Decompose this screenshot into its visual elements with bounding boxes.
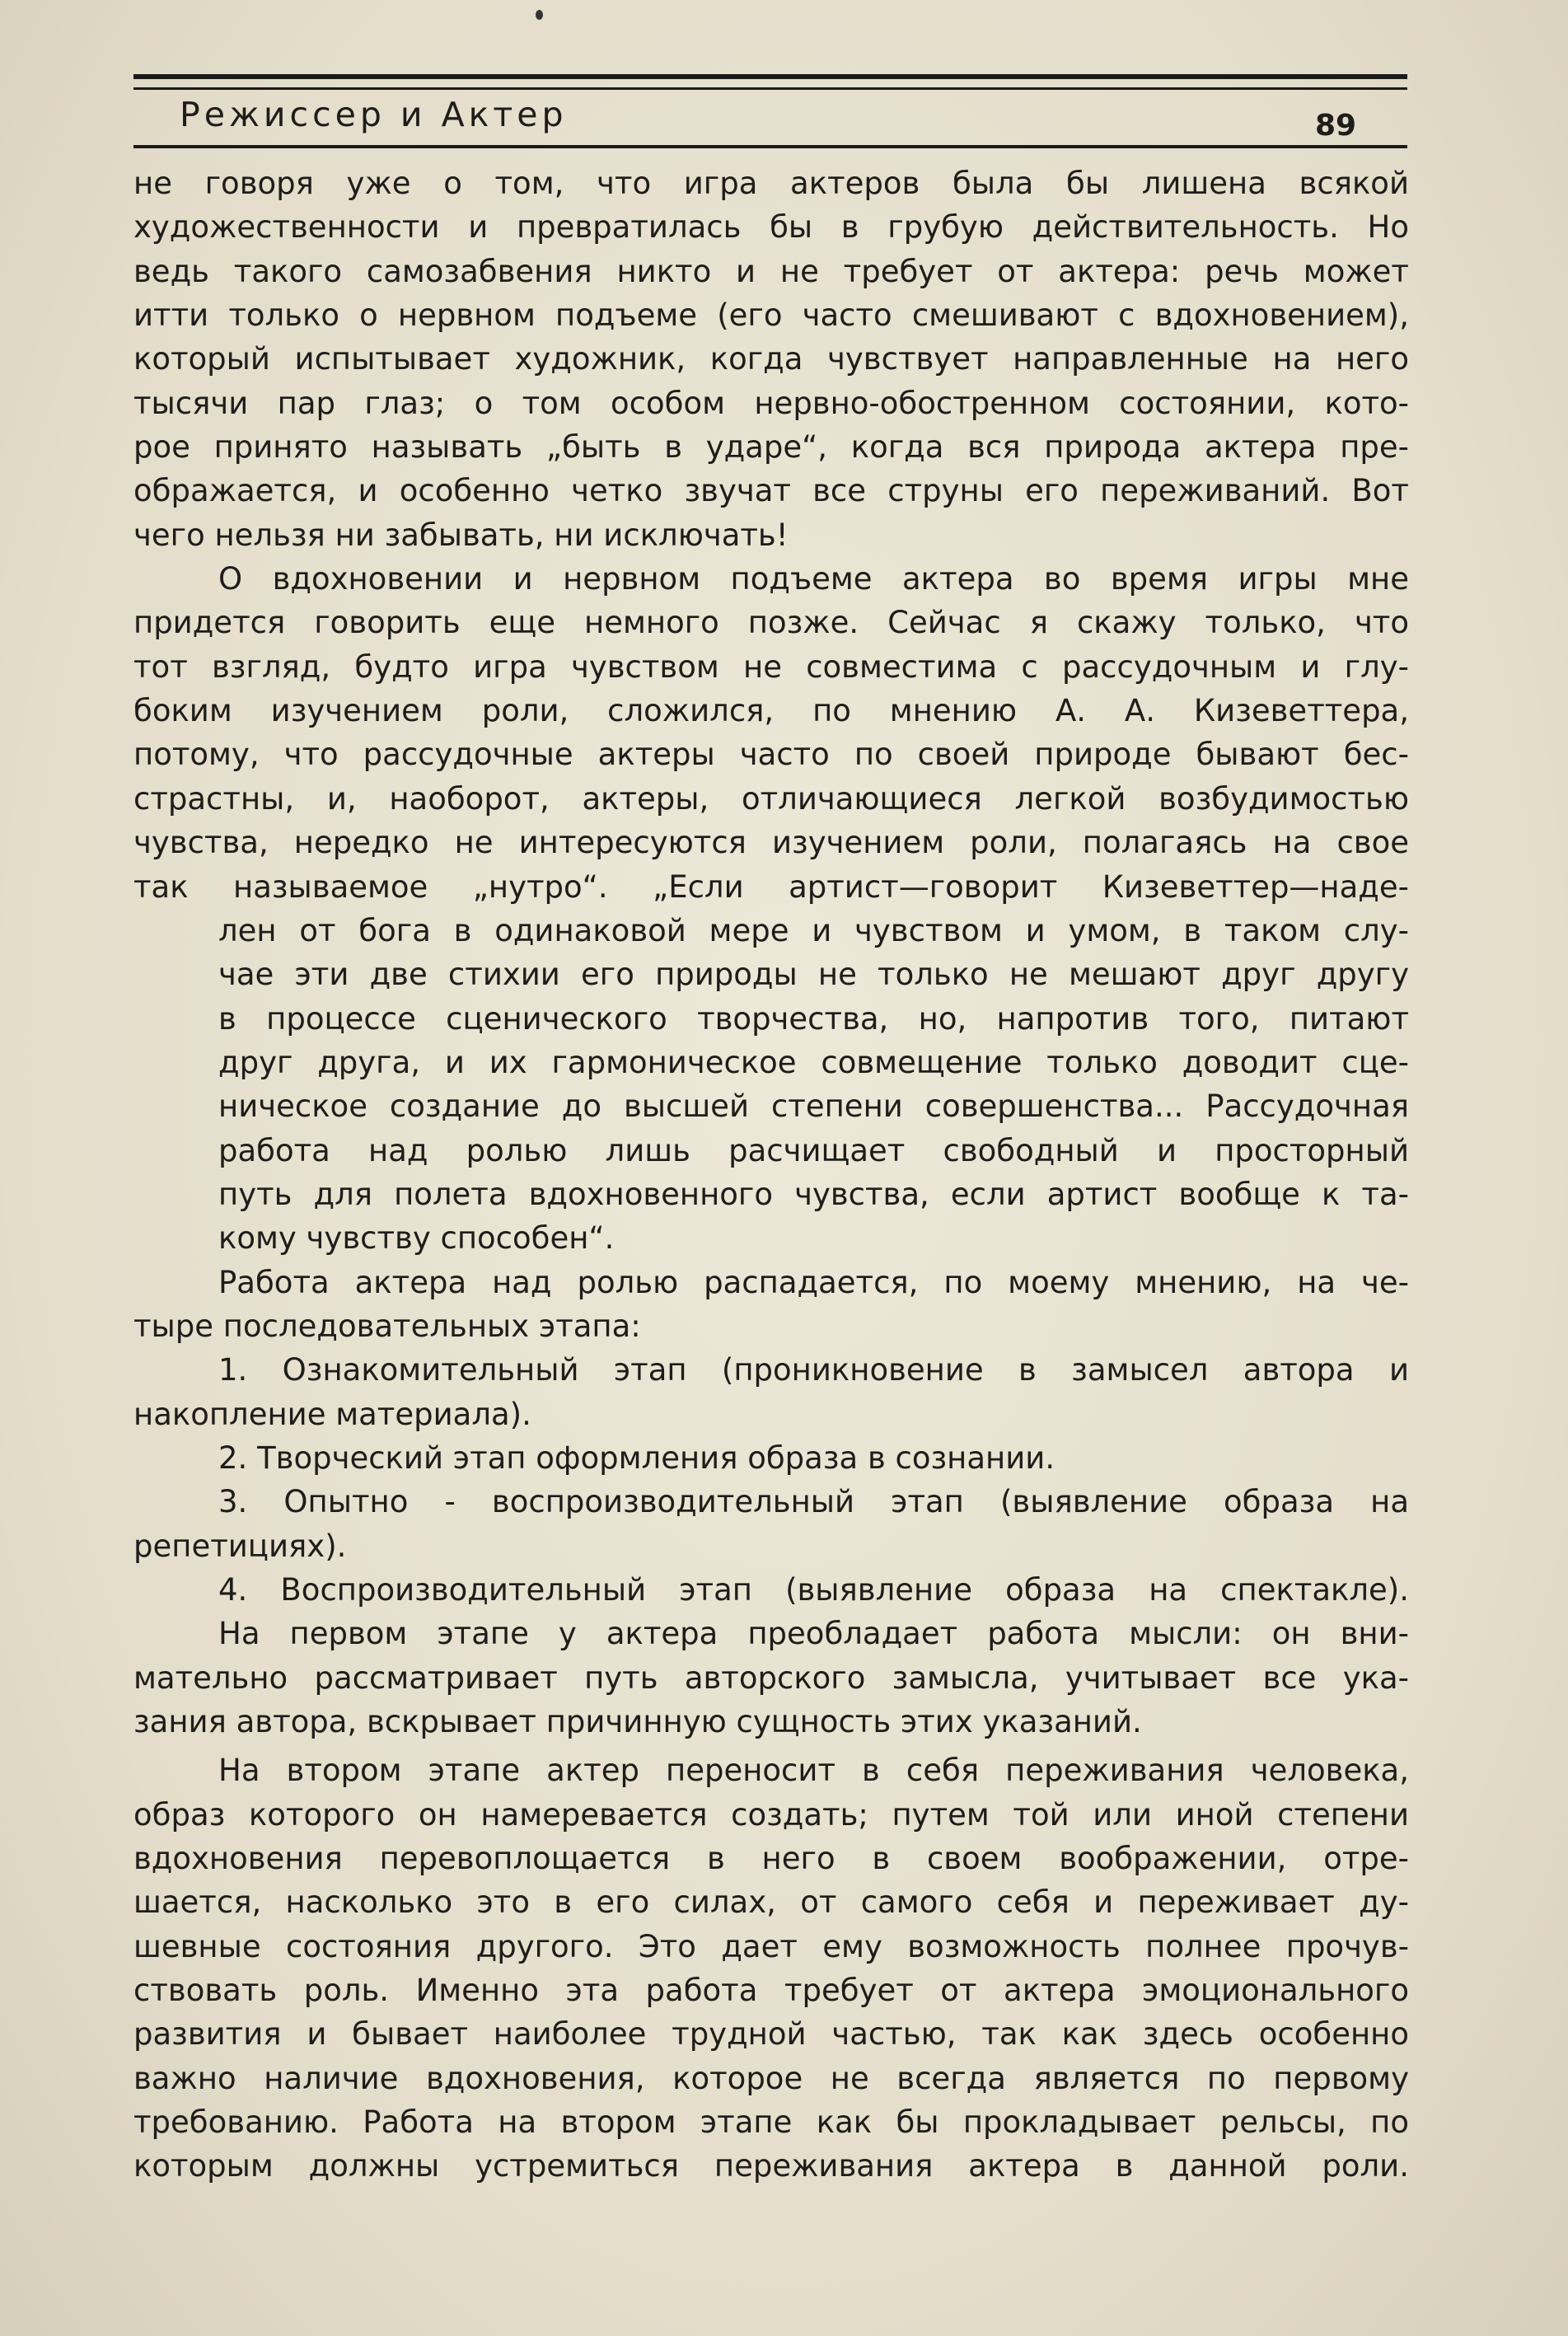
text-line: развития и бывает наиболее трудной частью, так как здесь особенно (133, 2016, 1409, 2053)
text-line: зания автора, вскрывает причинную сущность этих указаний. (133, 1704, 1142, 1740)
page-number: 89 (1315, 109, 1357, 143)
text-line: итти только о нервном подъеме (его часто смешивают с вдохновением), (133, 297, 1409, 334)
text-line: не говоря уже о том, что игра актеров была бы лишена всякой (133, 166, 1409, 201)
text-line: репетициях). (133, 1528, 347, 1564)
text-line: На втором этапе актер переносит в себя переживания человека, (218, 1753, 1409, 1789)
text-line: чего нельзя ни забывать, ни исключать! (133, 517, 789, 553)
header-rule-bottom (133, 145, 1407, 148)
text-line: вдохновения перевоплощается в него в своем воображении, отре- (133, 1841, 1409, 1877)
text-line: На первом этапе у актера преобладает работа мысли: он вни- (218, 1616, 1409, 1652)
text-line: лен от бога в одинаковой мере и чувством и умом, в таком слу- (218, 912, 1409, 948)
text-line: путь для полета вдохновенного чувства, если артист вообще к та- (218, 1176, 1409, 1212)
running-title: Режиссер и Актер (180, 95, 568, 134)
text-line: которым должны устремиться переживания актера в данной роли. (133, 2148, 1409, 2184)
text-line: требованию. Работа на втором этапе как бы прокладывает рельсы, по (133, 2104, 1409, 2141)
text-line: страстны, и, наоборот, актеры, отличающиеся легкой возбудимостью (133, 780, 1409, 817)
text-line: работа над ролью лишь расчищает свободный и просторный (218, 1132, 1409, 1168)
text-line: тыре последовательных этапа: (133, 1308, 641, 1344)
text-line: кому чувству способен“. (218, 1220, 615, 1257)
text-line: боким изучением роли, сложился, по мнению А. А. Кизеветтера, (133, 693, 1409, 729)
text-line: мательно рассматривает путь авторского замысла, учитывает все ука- (133, 1660, 1409, 1696)
text-line: чувства, нередко не интересуются изучением роли, полагаясь на свое (133, 825, 1409, 861)
text-line: шается, насколько это в его силах, от самого себя и переживает ду- (133, 1884, 1409, 1921)
text-line: 4. Воспроизводительный этап (выявление образа на спектакле). (218, 1572, 1409, 1608)
text-line: придется говорить еще немного позже. Сейчас я скажу только, что (133, 605, 1409, 641)
text-line: потому, что рассудочные актеры часто по своей природе бывают бес- (133, 737, 1409, 773)
text-line: тысячи пар глаз; о том особом нервно-обостренном состоянии, кото- (133, 385, 1409, 421)
text-line: ствовать роль. Именно эта работа требует от актера эмоционального (133, 1973, 1409, 2009)
header-rule-top (133, 74, 1407, 79)
text-line: рое принято называть „быть в ударе“, когда вся природа актера пре- (133, 429, 1409, 466)
text-line: 1. Ознакомительный этап (проникновение в замысел автора и (218, 1352, 1409, 1388)
text-line: так называемое „нутро“. „Если артист—говорит Кизеветтер—наде- (133, 868, 1409, 905)
text-line: важно наличие вдохновения, которое не всегда является по первому (133, 2060, 1409, 2096)
text-line: 2. Творческий этап оформления образа в сознании. (218, 1440, 1055, 1476)
text-line: чае эти две стихии его природы не только не мешают друг другу (218, 957, 1409, 993)
text-line: 3. Опытно - воспроизводительный этап (выявление образа на (218, 1484, 1409, 1520)
text-line: ображается, и особенно четко звучат все струны его переживаний. Вот (133, 473, 1409, 509)
text-line: тот взгляд, будто игра чувством не совместима с рассудочным и глу- (133, 648, 1409, 685)
text-line: который испытывает художник, когда чувствует направленные на него (133, 341, 1409, 377)
body-text (133, 162, 1409, 2189)
header-rule-top-thin (133, 87, 1407, 90)
text-line: художественности и превратилась бы в грубую действительность. Но (133, 209, 1409, 246)
text-line: ническое создание до высшей степени совершенства... Рассудочная (218, 1088, 1409, 1125)
text-line: в процессе сценического творчества, но, напротив того, питают (218, 1000, 1409, 1037)
text-line: образ которого он намеревается создать; путем той или иной степени (133, 1796, 1409, 1833)
text-line: ведь такого самозабвения никто и не требует от актера: речь может (133, 253, 1409, 289)
text-line: шевные состояния другого. Это дает ему возможность полнее прочув- (133, 1928, 1409, 1964)
text-line: Работа актера над ролью распадается, по моему мнению, на че- (218, 1264, 1409, 1300)
text-line: накопление материала). (133, 1396, 531, 1432)
text-line: друг друга, и их гармоническое совмещение только доводит сце- (218, 1044, 1409, 1080)
print-speck (536, 10, 543, 20)
text-line: О вдохновении и нервном подъеме актера во время игры мне (218, 561, 1409, 597)
